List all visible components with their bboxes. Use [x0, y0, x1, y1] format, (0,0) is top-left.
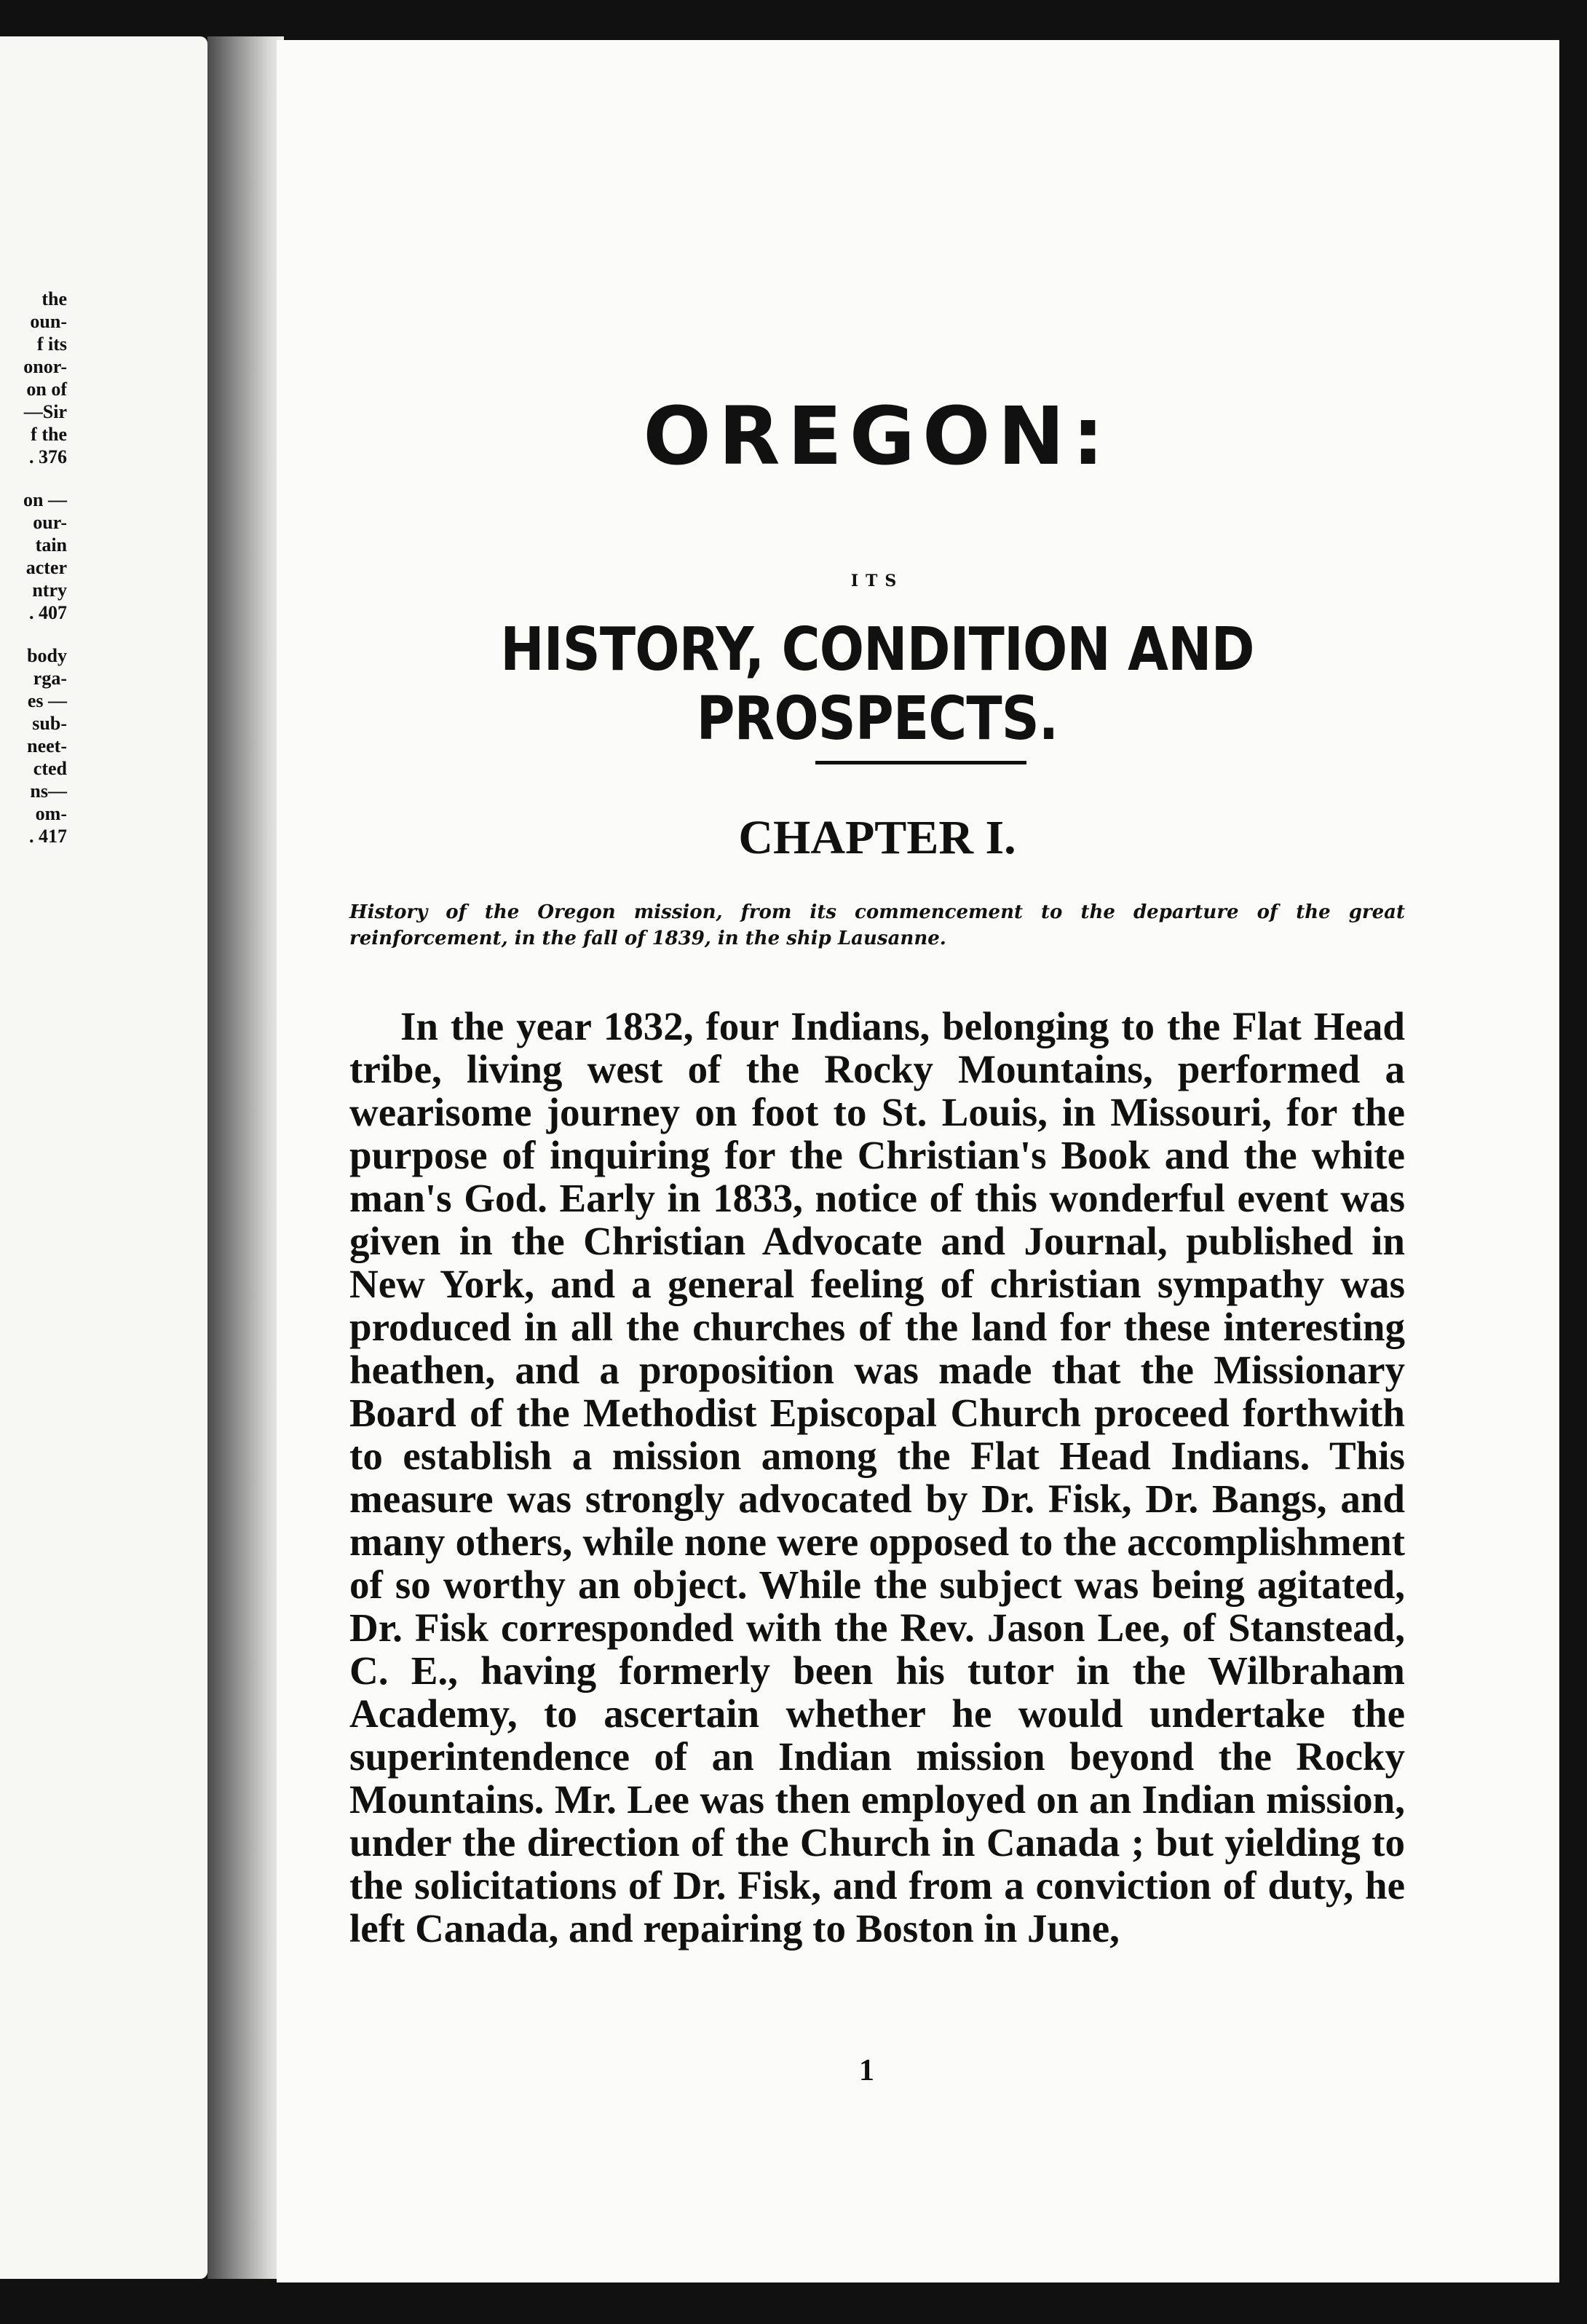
book-gutter: [207, 36, 284, 2279]
right-page: [277, 40, 1559, 2282]
fragment: acter: [25, 557, 67, 578]
title-connector: ITS: [850, 572, 904, 590]
fragment: our-: [33, 512, 67, 533]
left-page-fragments: [0, 288, 67, 847]
book-title: OREGON:: [643, 390, 1112, 483]
fragment: the: [41, 288, 67, 309]
toc-page-number: . 417: [29, 826, 67, 847]
chapter-summary: History of the Oregon mission, from its commencement to the departure of the great reinforcement, in the fall of 1839, in the ship Lausanne.: [349, 901, 1405, 949]
title-rule: [815, 761, 1026, 764]
fragment: ns—: [30, 780, 67, 802]
fragment: rga-: [33, 668, 67, 689]
toc-page-number: . 407: [29, 602, 67, 623]
fragment: ntry: [32, 580, 67, 601]
fragment: f the: [31, 424, 67, 445]
chapter-heading: CHAPTER I.: [738, 811, 1016, 864]
toc-page-number: . 376: [29, 446, 67, 467]
book-subtitle: HISTORY, CONDITION AND PROSPECTS.: [500, 615, 1254, 754]
fragment: f its: [36, 333, 67, 355]
fragment: on of: [26, 379, 67, 400]
fragment: cted: [33, 758, 67, 779]
fragment: onor-: [23, 356, 67, 377]
page-content: [349, 40, 1405, 2282]
left-page-edge: [0, 36, 207, 2279]
fragment: body: [27, 645, 67, 666]
fragment: tain: [35, 534, 67, 556]
fragment: om-: [35, 803, 67, 824]
fragment: oun-: [30, 311, 67, 332]
fragment: on —: [23, 489, 67, 510]
fragment: es —: [27, 690, 67, 711]
fragment: —Sir: [23, 401, 67, 422]
fragment: sub-: [32, 713, 67, 734]
body-paragraph: In the year 1832, four Indians, belonging to the Flat Head tribe, living west of the Rocky Mountains, performed a wearisome journey on foot to St. Louis, in Missouri, for the purpose of inquiring for the Christian's Book and the white man's God. Early in 1833, notice of this wonderful event was given in the Christian Advocate and Journal, published in New York, and a general feeling of christian sympathy was produced in all the churches of the land for these interesting heathen, and a proposition was made that the Missionary Board of the Methodist Episcopal Church proceed forthwith to establish a mission among the Flat Head Indians. This measure was strongly advocated by Dr. Fisk, Dr. Bangs, and many others, while none were opposed to the accomplishment of so worthy an object. While the subject was being agitated, Dr. Fisk corresponded with the Rev. Jason Lee, of Stanstead, C. E., having formerly been his tutor in the Wilbraham Academy, to ascertain whether he would undertake the superintendence of an Indian mission beyond the Rocky Mountains. Mr. Lee was then employed on an Indian mission, under the direction of the Church in Canada ; but yielding to the solicitations of Dr. Fisk, and from a conviction of duty, he left Canada, and repairing to Boston in June,: [349, 1004, 1405, 1951]
page-number: 1: [859, 2054, 874, 2087]
fragment: neet-: [27, 735, 67, 756]
